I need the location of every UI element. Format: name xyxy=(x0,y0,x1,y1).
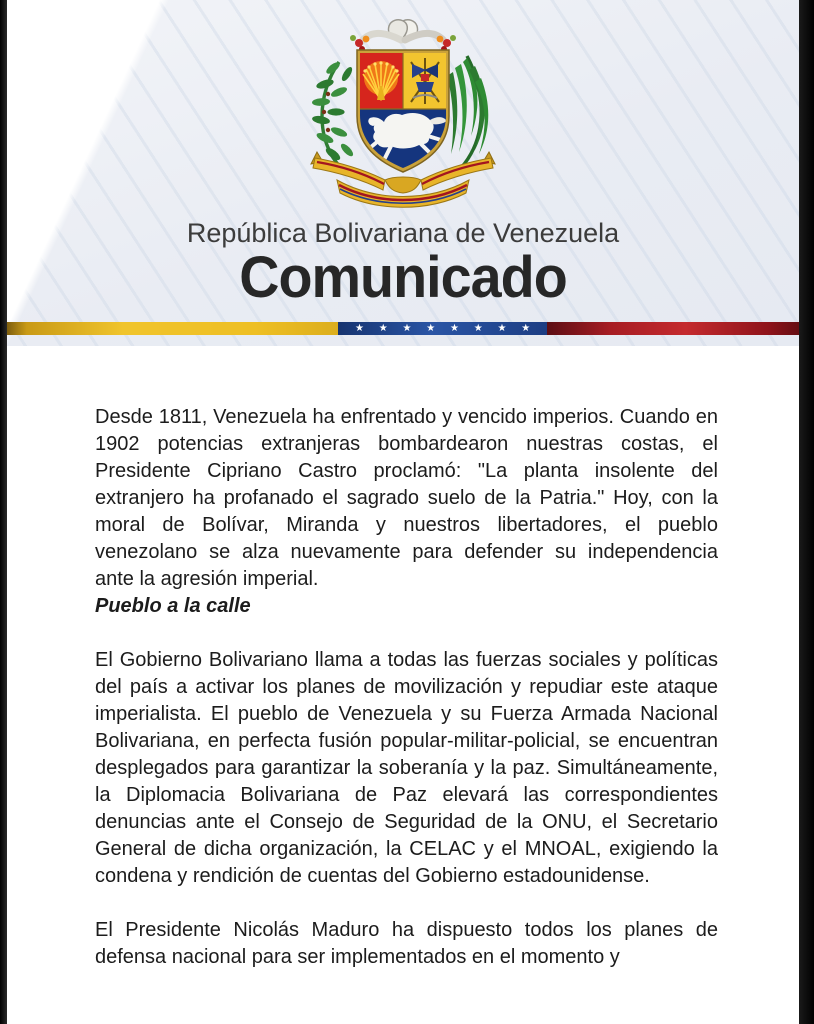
shield-icon xyxy=(357,50,449,172)
document-header xyxy=(7,0,799,346)
page-title: Comunicado xyxy=(239,245,567,310)
palm-branch-icon xyxy=(447,56,488,168)
flag-stars: ★ ★ ★ ★ ★ ★ ★ ★ xyxy=(355,323,537,334)
paragraph-2: El Gobierno Bolivariano llama a todas las fuerzas sociales y políticas del país a activar los planes de movilización y repudiar este ataque imperialista. El pueblo de Venezuela y su Fuerza Armada Nacional Bolivariana, en perfecta fusión popular-militar-policial, se encuentran desplegados para garantizar la soberanía y la paz. Simultáneamente, la Diplomacia Bolivariana de Paz elevará las correspondientes denuncias ante el Consejo de Seguridad de la ONU, el Secretario General de dicha organización, la CELAC y el MNOAL, exigiendo la condena y rendición de cuentas del Gobierno estadounidense. xyxy=(95,649,718,887)
flag-band xyxy=(7,322,799,335)
flag-band-red-stripe xyxy=(547,322,799,335)
paragraph-1: Desde 1811, Venezuela ha enfrentado y vencido imperios. Cuando en 1902 potencias extranjeras bombardearon nuestras costas, el Presidente Cipriano Castro proclamó: "La planta insolente del extranjero ha profanado el sagrado suelo de la Patria." Hoy, con la moral de Bolívar, Miranda y nuestros libertadores, el pueblo venezolano se alza nuevamente para defender su independencia ante la agresión imperial. xyxy=(95,406,718,590)
olive-branch-icon xyxy=(311,60,355,168)
cornucopias-icon xyxy=(350,20,456,52)
paragraph-3: El Presidente Nicolás Maduro ha dispuesto todos los planes de defensa nacional para ser implementados en el momento y xyxy=(95,919,718,968)
subheading-pueblo-a-la-calle: Pueblo a la calle xyxy=(95,595,251,617)
flag-band-blue-stripe xyxy=(338,322,547,335)
country-name: República Bolivariana de Venezuela xyxy=(186,218,620,248)
document-body xyxy=(7,346,799,998)
photo-black-bar-right xyxy=(799,0,814,1024)
photo-black-bar-left xyxy=(0,0,7,1024)
flag-band-yellow-stripe xyxy=(7,322,338,335)
venezuela-coat-of-arms-icon xyxy=(281,12,525,212)
